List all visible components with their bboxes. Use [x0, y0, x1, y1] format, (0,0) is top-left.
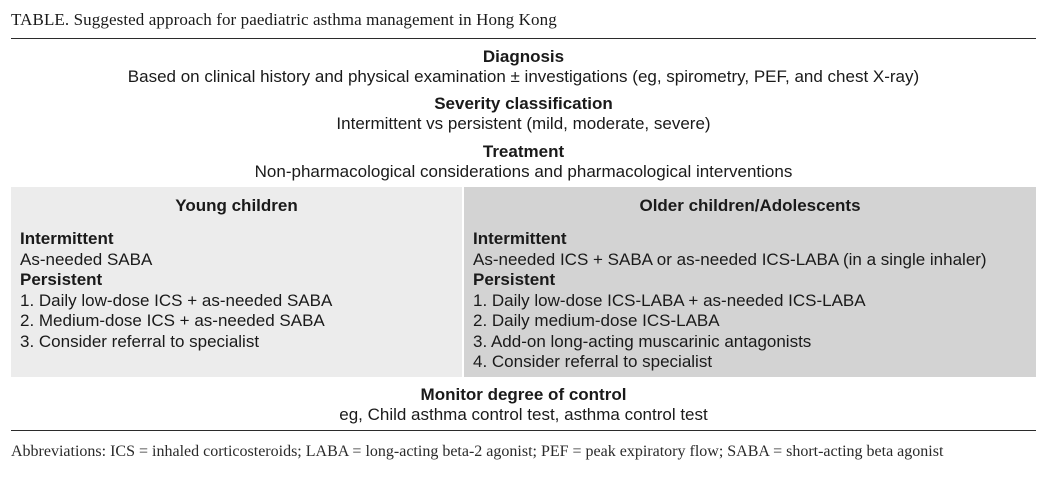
- diagnosis-section: [11, 47, 1036, 87]
- young-children-panel: [11, 187, 462, 377]
- table-caption: TABLE. Suggested approach for paediatric asthma management in Hong Kong: [11, 10, 557, 29]
- abbreviations-footnote: Abbreviations: ICS = inhaled corticosteroids; LABA = long-acting beta-2 agonist; PEF = peak expiratory flow; SABA = short-acting beta agonist: [11, 443, 944, 460]
- severity-text: Intermittent vs persistent (mild, moderate, severe): [336, 114, 711, 133]
- older-persistent-item: 2. Daily medium-dose ICS-LABA: [473, 311, 720, 330]
- older-children-panel: [464, 187, 1036, 377]
- severity-heading: Severity classification: [434, 94, 613, 113]
- treatment-heading: Treatment: [482, 142, 565, 161]
- older-intermittent-item: As-needed ICS + SABA or as-needed ICS-LABA (in a single inhaler): [473, 249, 987, 269]
- young-persistent-item: 2. Medium-dose ICS + as-needed SABA: [20, 311, 325, 330]
- treatment-section: [11, 142, 1036, 182]
- older-persistent-label: Persistent: [473, 270, 556, 289]
- older-persistent-item: 1. Daily low-dose ICS-LABA + as-needed ICS-LABA: [473, 290, 866, 310]
- young-persistent-item: 3. Consider referral to specialist: [20, 331, 260, 351]
- older-persistent-item: 4. Consider referral to specialist: [473, 352, 713, 371]
- monitor-section: [11, 385, 1036, 425]
- older-children-title: Older children/Adolescents: [639, 196, 861, 215]
- older-children-body: [473, 229, 1032, 373]
- monitor-heading: Monitor degree of control: [420, 385, 627, 404]
- young-intermittent-item: As-needed SABA: [20, 249, 153, 269]
- monitor-text: eg, Child asthma control test, asthma control test: [339, 405, 708, 424]
- top-rule: [11, 38, 1036, 39]
- diagnosis-heading: Diagnosis: [482, 47, 565, 66]
- young-children-body: [20, 229, 458, 352]
- young-persistent-item: 1. Daily low-dose ICS + as-needed SABA: [20, 290, 333, 310]
- treatment-text: Non-pharmacological considerations and pharmacological interventions: [254, 162, 793, 181]
- young-persistent-label: Persistent: [20, 270, 103, 289]
- bottom-rule: [11, 430, 1036, 431]
- older-intermittent-label: Intermittent: [473, 229, 567, 248]
- diagnosis-text: Based on clinical history and physical examination ± investigations (eg, spirometry, PEF, and chest X-ray): [127, 67, 920, 86]
- young-children-title: Young children: [175, 196, 298, 215]
- young-intermittent-label: Intermittent: [20, 229, 114, 248]
- older-persistent-item: 3. Add-on long-acting muscarinic antagonists: [473, 331, 812, 351]
- severity-section: [11, 94, 1036, 134]
